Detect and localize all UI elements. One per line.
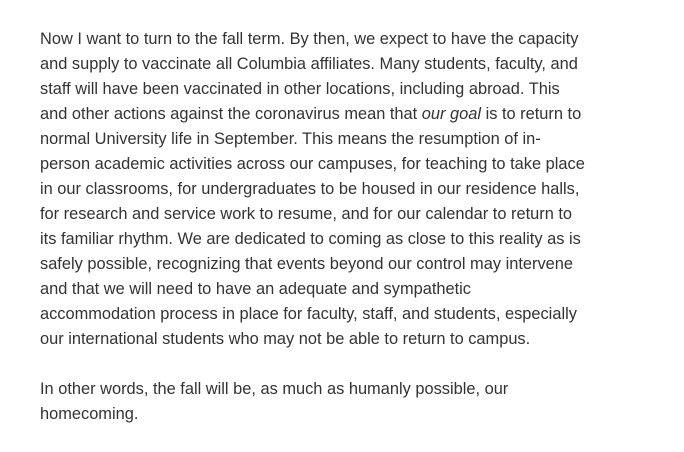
text-line: staff will have been vaccinated in other locations, including abroad. This bbox=[40, 80, 560, 98]
paragraph-fall-term bbox=[40, 27, 640, 352]
article-body bbox=[40, 27, 640, 452]
text-segment: is to return to bbox=[481, 105, 582, 123]
text-line: and that we will need to have an adequate and sympathetic bbox=[40, 280, 472, 298]
text-line: its familiar rhythm. We are dedicated to coming as close to this reality as is bbox=[40, 230, 581, 248]
emphasis-our-goal: our goal bbox=[421, 105, 482, 123]
text-line: safely possible, recognizing that events beyond our control may intervene bbox=[40, 255, 573, 273]
text-line: in our classrooms, for undergraduates to be housed in our residence halls, bbox=[40, 180, 580, 198]
text-line: homecoming. bbox=[40, 405, 139, 423]
text-line: normal University life in September. This means the resumption of in- bbox=[40, 130, 541, 148]
text-segment: and other actions against the coronavirus mean that bbox=[40, 105, 422, 123]
text-line: In other words, the fall will be, as much as humanly possible, our bbox=[40, 380, 509, 398]
text-line: and supply to vaccinate all Columbia affiliates. Many students, faculty, and bbox=[40, 55, 578, 73]
text-line: Now I want to turn to the fall term. By then, we expect to have the capacity bbox=[40, 30, 579, 48]
text-line: person academic activities across our campuses, for teaching to take place bbox=[40, 155, 585, 173]
paragraph-homecoming bbox=[40, 377, 640, 427]
text-line: our international students who may not be able to return to campus. bbox=[40, 330, 531, 348]
text-line: accommodation process in place for faculty, staff, and students, especially bbox=[40, 305, 577, 323]
text-line: for research and service work to resume, and for our calendar to return to bbox=[40, 205, 573, 223]
text-line bbox=[40, 102, 640, 127]
